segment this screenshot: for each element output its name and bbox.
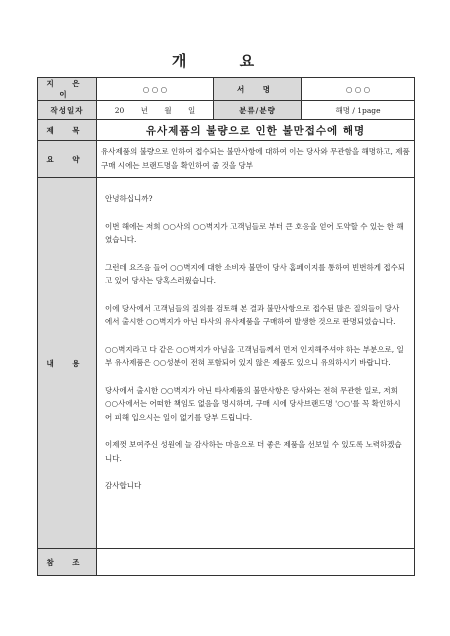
content-paragraph: 감사합니다: [105, 481, 142, 490]
overview-table: [37, 77, 415, 576]
reference-label: 참 조: [38, 549, 97, 576]
content-paragraph: 그런데 요즈음 들어 ○○벽지에 대한 소비자 불만이 당사 홈페이지를 통하여 빈번하게 접수되고 있어 당사는 당혹스러웠습니다.: [105, 262, 406, 285]
content-paragraph: ○○벽지라고 다 같은 ○○벽지가 아님을 고객님들께서 먼저 인지해주셔야 하는 부분으로, 일부 유사제품은 ○○성분이 전혀 포함되어 있지 않은 제품도 있으니 유의하시기 바랍니다.: [105, 344, 404, 367]
author-label: 지 은 이: [38, 78, 97, 101]
author-value: ○ ○ ○: [97, 78, 214, 101]
signature-label: 서 명: [214, 78, 302, 101]
document-title: 개 요: [171, 52, 279, 70]
summary-label: 요 약: [38, 141, 97, 178]
category-value: 해명 / 1page: [302, 101, 415, 120]
signature-value: ○ ○ ○: [302, 78, 415, 101]
reference-value: [97, 549, 415, 576]
content-paragraph: 이에 당사에서 고객님들의 질의를 검토해 본 결과 불만사항으로 접수된 많은 질의들이 당사에서 출시한 ○○벽지가 아닌 타사의 유사제품을 구매하여 발생한 것으로 판명되었습니다.: [105, 303, 400, 326]
subject-label: 제 목: [38, 120, 97, 141]
content-paragraph: 이제껏 보여주신 성원에 늘 감사하는 마음으로 더 좋은 제품을 선보일 수 있도록 노력하겠습니다.: [105, 440, 402, 463]
subject-value: 유사제품의 불량으로 인한 불만접수에 해명: [97, 120, 415, 141]
content-paragraph: 당사에서 출시한 ○○벽지가 아닌 타사제품의 불만사항은 당사와는 전혀 무관한 일로, 저희 ○○사에서는 어떠한 책임도 없음을 명시하며, 구매 시에 당사브랜드명 '○○'를 꼭 확인하시어 피해 입으시는 일이 없기를 당부 드립니다.: [105, 385, 401, 422]
content-paragraph: 안녕하십니까?: [105, 194, 153, 203]
category-label: 분류/분량: [214, 101, 302, 120]
content-body: [97, 178, 415, 549]
date-label: 작성일자: [38, 101, 97, 120]
content-paragraph: 이번 해에는 저희 ○○사의 ○○벽지가 고객님들로 부터 큰 호응을 얻어 도약할 수 있는 한 해였습니다.: [105, 221, 404, 244]
summary-value: 유사제품의 불량으로 인하여 접수되는 불만사항에 대하여 이는 당사와 무관함을 해명하고, 제품 구매 시에는 브랜드명을 확인하여 줄 것을 당부: [97, 141, 415, 178]
date-value: 20 년 월 일: [97, 101, 214, 120]
content-label: 내 용: [38, 178, 97, 549]
